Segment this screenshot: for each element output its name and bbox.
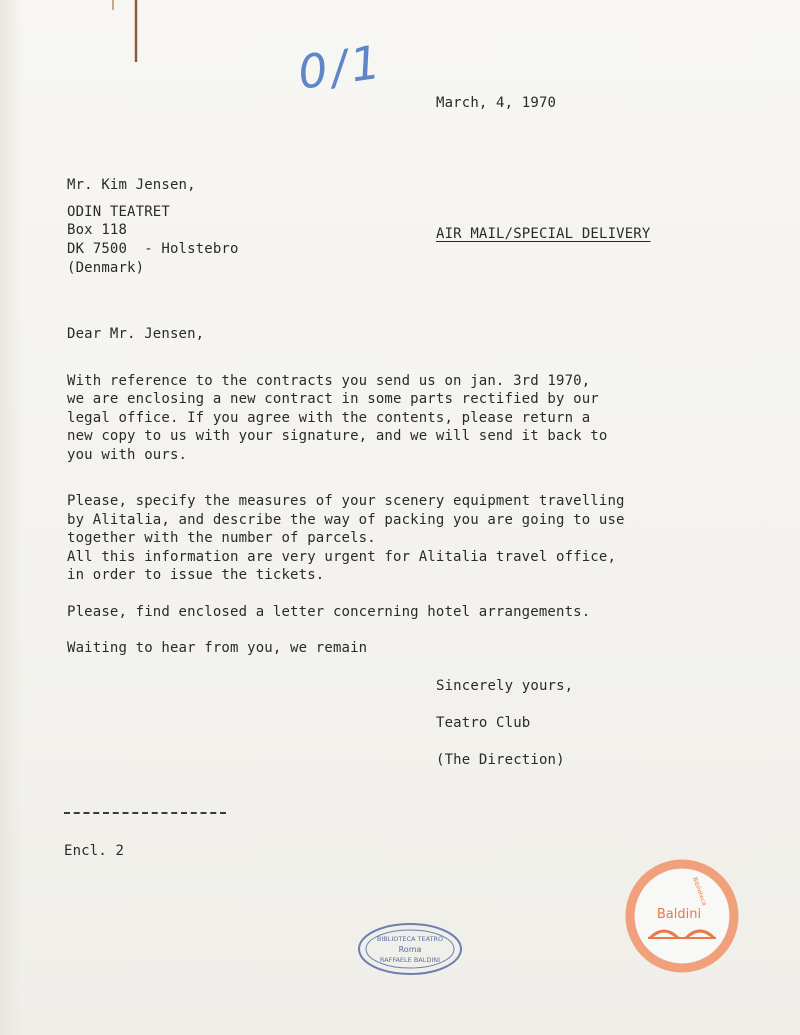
paragraph-line: Please, specify the measures of your scenery equipment travelling <box>67 493 625 509</box>
delivery-method: AIR MAIL/SPECIAL DELIVERY <box>436 226 651 242</box>
closing-direction: (The Direction) <box>436 752 565 768</box>
paragraph-line: With reference to the contracts you send us on jan. 3rd 1970, <box>67 373 591 389</box>
closing-org: Teatro Club <box>436 715 531 731</box>
stamp-line: BIBLIOTECA TEATRO <box>376 935 444 943</box>
closing-sincerely: Sincerely yours, <box>436 678 574 694</box>
recipient-box: Box 118 <box>67 222 128 238</box>
paragraph-3: Please, find enclosed a letter concerning hotel arrangements. <box>67 604 591 620</box>
paragraph-line: you with ours. <box>67 447 188 463</box>
library-stamp <box>356 921 464 977</box>
recipient-country: (Denmark) <box>67 260 145 276</box>
paragraph-line: All this information are very urgent for Alitalia travel office, <box>67 549 617 565</box>
baldini-logo <box>624 858 740 974</box>
paragraph-line: new copy to us with your signature, and we will send it back to <box>67 428 608 444</box>
recipient-name: Mr. Kim Jensen, <box>67 177 196 193</box>
paragraph-line: we are enclosing a new contract in some parts rectified by our <box>67 391 599 407</box>
logo-sub-text: Baldini <box>656 907 702 922</box>
paragraph-line: together with the number of parcels. <box>67 530 376 546</box>
logo-top-text: Biblioteca <box>691 876 708 907</box>
handwritten-note: 0/1 <box>294 34 388 100</box>
paragraph-4: Waiting to hear from you, we remain <box>67 640 368 656</box>
stamp-line: RAFFAELE BALDINI <box>379 956 441 964</box>
recipient-city: DK 7500 - Holstebro <box>67 241 239 257</box>
paragraph-line: by Alitalia, and describe the way of packing you are going to use <box>67 512 625 528</box>
paragraph-line: legal office. If you agree with the contents, please return a <box>67 410 591 426</box>
paragraph-line: in order to issue the tickets. <box>67 567 325 583</box>
salutation: Dear Mr. Jensen, <box>67 326 205 342</box>
letter-date: March, 4, 1970 <box>436 95 557 111</box>
torn-paper-mark <box>110 0 140 70</box>
recipient-org: ODIN TEATRET <box>67 204 170 220</box>
divider-rule <box>64 812 226 814</box>
enclosure-note: Encl. 2 <box>64 843 125 859</box>
stamp-line: Roma <box>398 945 422 954</box>
